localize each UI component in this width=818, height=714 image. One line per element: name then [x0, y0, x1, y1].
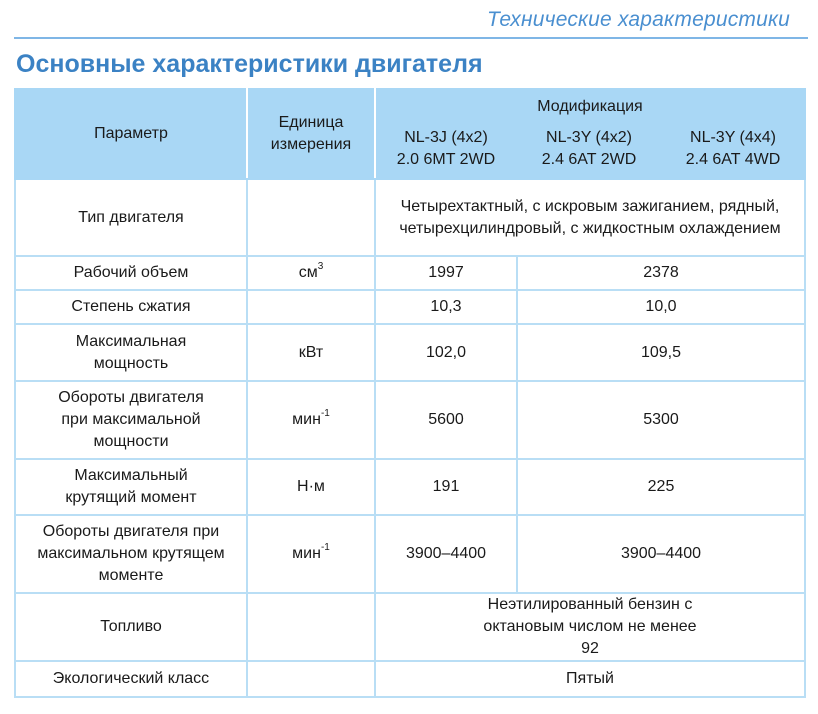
unit-text: мин [292, 545, 321, 562]
param-cell: Максимальная мощность [15, 324, 247, 381]
param-cell: Максимальный крутящий момент [15, 459, 247, 515]
value-cell: 2378 [517, 256, 805, 290]
param-cell: Обороты двигателя при максимальном крутящем моменте [15, 515, 247, 593]
engine-spec-table [14, 88, 806, 698]
param-cell: Тип двигателя [15, 179, 247, 256]
column-header-unit: Единица измерения [247, 89, 375, 179]
value-cell: 10,0 [517, 290, 805, 324]
table-row [15, 381, 805, 459]
value-cell: 5300 [517, 381, 805, 459]
value-cell: 102,0 [375, 324, 517, 381]
unit-text: мин [292, 411, 321, 428]
model-2-line2: 2.4 6AT 2WD [541, 150, 637, 168]
unit-superscript: -1 [320, 407, 330, 419]
unit-cell [247, 290, 375, 324]
model-1-line2: 2.0 6MT 2WD [396, 150, 496, 168]
model-header-3 [661, 119, 805, 179]
table-row [15, 593, 805, 661]
unit-text: см [298, 264, 318, 281]
page-title: Основные характеристики двигателя [16, 50, 483, 78]
model-1-line1: NL-3J (4x2) [404, 128, 488, 146]
unit-cell [247, 179, 375, 256]
param-cell: Степень сжатия [15, 290, 247, 324]
param-cell: Экологический класс [15, 661, 247, 697]
table-row [15, 515, 805, 593]
value-cell: Неэтилированный бензин с октановым числом не менее 92 [375, 593, 805, 661]
unit-cell: кВт [247, 324, 375, 381]
table-row [15, 661, 805, 697]
unit-cell [247, 661, 375, 697]
param-cell: Рабочий объем [15, 256, 247, 290]
column-header-modification: Модификация [375, 89, 805, 119]
value-cell: 225 [517, 459, 805, 515]
value-cell: 191 [375, 459, 517, 515]
value-cell: 3900–4400 [375, 515, 517, 593]
header-divider [14, 37, 808, 39]
unit-cell [247, 381, 375, 459]
unit-superscript: 3 [317, 260, 324, 272]
table-row [15, 256, 805, 290]
table-row [15, 179, 805, 256]
param-cell: Топливо [15, 593, 247, 661]
model-header-1 [375, 119, 517, 179]
value-cell: 10,3 [375, 290, 517, 324]
value-cell: 109,5 [517, 324, 805, 381]
value-cell: 3900–4400 [517, 515, 805, 593]
unit-cell: Н·м [247, 459, 375, 515]
unit-superscript: -1 [320, 541, 330, 553]
section-title: Технические характеристики [487, 8, 790, 31]
table-row [15, 324, 805, 381]
unit-cell [247, 256, 375, 290]
value-cell: 5600 [375, 381, 517, 459]
model-2-line1: NL-3Y (4x2) [546, 128, 632, 146]
column-header-param: Параметр [15, 89, 247, 179]
model-header-2 [517, 119, 661, 179]
value-cell: Пятый [375, 661, 805, 697]
unit-cell [247, 515, 375, 593]
unit-cell [247, 593, 375, 661]
model-3-line2: 2.4 6AT 4WD [685, 150, 781, 168]
model-3-line1: NL-3Y (4x4) [690, 128, 776, 146]
table-row [15, 290, 805, 324]
table-row [15, 459, 805, 515]
value-cell: 1997 [375, 256, 517, 290]
value-cell: Четырехтактный, с искровым зажиганием, рядный, четырехцилиндровый, с жидкостным охлаждением [375, 179, 805, 256]
param-cell: Обороты двигателя при максимальной мощности [15, 381, 247, 459]
